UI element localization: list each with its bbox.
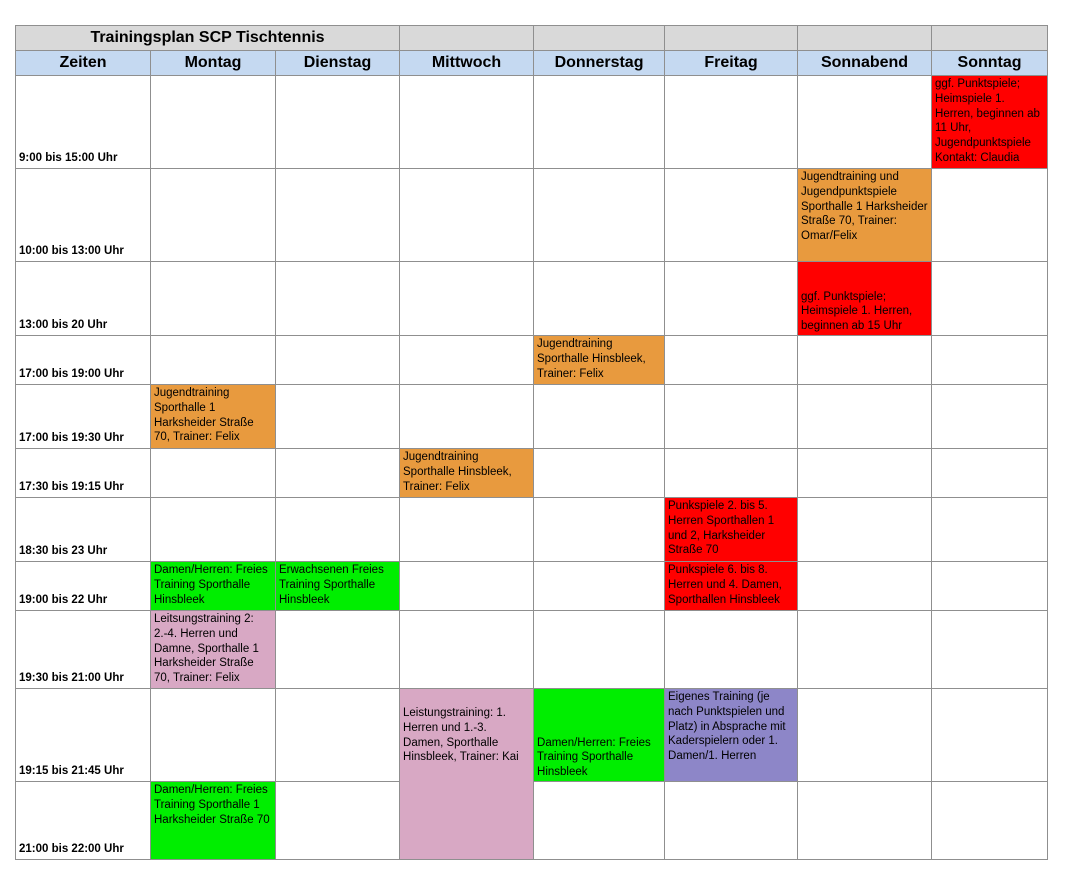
event-mittwoch-jugend: Jugendtraining Sporthalle Hinsbleek, Trainer: Felix [400, 449, 534, 498]
event-dienstag-erwachsenen: Erwachsenen Freies Training Sporthalle Hinsbleek [276, 562, 400, 611]
training-plan-table [15, 25, 1048, 860]
empty-cell [798, 76, 932, 169]
empty-cell [665, 611, 798, 689]
empty-cell [665, 169, 798, 262]
empty-cell [400, 385, 534, 449]
plan-title: Trainingsplan SCP Tischtennis [16, 26, 400, 51]
empty-cell [665, 782, 798, 860]
empty-cell [534, 498, 665, 562]
header-zeiten: Zeiten [16, 51, 151, 76]
time-cell: 13:00 bis 20 Uhr [16, 262, 151, 336]
empty-cell [932, 498, 1048, 562]
empty-cell [932, 562, 1048, 611]
empty-cell [151, 76, 276, 169]
event-freitag-eigenes: Eigenes Training (je nach Punktspielen und Platz) in Absprache mit Kaderspielern oder 1. Damen/1. Herren [665, 689, 798, 782]
header-mittwoch: Mittwoch [400, 51, 534, 76]
header-dienstag: Dienstag [276, 51, 400, 76]
event-mittwoch-leistung-text: Leistungstraining: 1. Herren und 1.-3. Damen, Sporthalle Hinsbleek, Trainer: Kai [403, 707, 519, 764]
table-row [16, 385, 1048, 449]
table-row [16, 562, 1048, 611]
empty-cell [534, 611, 665, 689]
empty-cell [798, 611, 932, 689]
empty-cell [932, 262, 1048, 336]
event-montag-freies: Damen/Herren: Freies Training Sporthalle Hinsbleek [151, 562, 276, 611]
time-cell: 18:30 bis 23 Uhr [16, 498, 151, 562]
event-freitag-punktspiele-6-8: Punkspiele 6. bis 8. Herren und 4. Damen, Sporthallen Hinsbleek [665, 562, 798, 611]
empty-cell [534, 782, 665, 860]
empty-cell [400, 169, 534, 262]
table-row [16, 611, 1048, 689]
empty-cell [665, 336, 798, 385]
empty-cell [151, 262, 276, 336]
empty-cell [400, 498, 534, 562]
empty-cell [151, 336, 276, 385]
empty-cell [151, 689, 276, 782]
table-row [16, 336, 1048, 385]
empty-cell [276, 782, 400, 860]
empty-cell [534, 262, 665, 336]
empty-cell [932, 336, 1048, 385]
empty-cell [798, 562, 932, 611]
empty-cell [932, 689, 1048, 782]
event-montag-leistung: Leitsungstraining 2: 2.-4. Herren und Damne, Sporthalle 1 Harksheider Straße 70, Trainer: Felix [151, 611, 276, 689]
empty-cell [798, 498, 932, 562]
empty-cell [798, 449, 932, 498]
title-filler [798, 26, 932, 51]
event-montag-freies-spaet: Damen/Herren: Freies Training Sporthalle 1 Harksheider Straße 70 [151, 782, 276, 860]
time-cell: 19:00 bis 22 Uhr [16, 562, 151, 611]
empty-cell [400, 76, 534, 169]
empty-cell [276, 169, 400, 262]
header-row [16, 51, 1048, 76]
empty-cell [798, 336, 932, 385]
time-cell: 19:30 bis 21:00 Uhr [16, 611, 151, 689]
empty-cell [400, 336, 534, 385]
time-cell: 10:00 bis 13:00 Uhr [16, 169, 151, 262]
empty-cell [665, 385, 798, 449]
time-cell: 9:00 bis 15:00 Uhr [16, 76, 151, 169]
empty-cell [665, 262, 798, 336]
header-donnerstag: Donnerstag [534, 51, 665, 76]
table-row [16, 498, 1048, 562]
empty-cell [276, 76, 400, 169]
empty-cell [276, 611, 400, 689]
header-sonntag: Sonntag [932, 51, 1048, 76]
event-donnerstag-jugend: Jugendtraining Sporthalle Hinsbleek, Trainer: Felix [534, 336, 665, 385]
empty-cell [534, 76, 665, 169]
empty-cell [151, 498, 276, 562]
header-sonnabend: Sonnabend [798, 51, 932, 76]
empty-cell [276, 336, 400, 385]
title-filler [665, 26, 798, 51]
time-cell: 17:00 bis 19:00 Uhr [16, 336, 151, 385]
empty-cell [932, 449, 1048, 498]
event-donnerstag-freies: Damen/Herren: Freies Training Sporthalle Hinsbleek [534, 689, 665, 782]
title-row [16, 26, 1048, 51]
event-sonnabend-punktspiele: ggf. Punktspiele; Heimspiele 1. Herren, beginnen ab 15 Uhr [798, 262, 932, 336]
empty-cell [932, 385, 1048, 449]
empty-cell [276, 498, 400, 562]
empty-cell [665, 76, 798, 169]
empty-cell [276, 689, 400, 782]
table-row [16, 76, 1048, 169]
empty-cell [400, 262, 534, 336]
event-sonnabend-jugend: Jugendtraining und Jugendpunktspiele Sporthalle 1 Harksheider Straße 70, Trainer: Omar/Felix [798, 169, 932, 262]
empty-cell [665, 449, 798, 498]
empty-cell [276, 262, 400, 336]
empty-cell [798, 385, 932, 449]
empty-cell [276, 449, 400, 498]
empty-cell [798, 782, 932, 860]
empty-cell [534, 562, 665, 611]
empty-cell [534, 385, 665, 449]
event-freitag-punktspiele-2-5: Punkspiele 2. bis 5. Herren Sporthallen 1 und 2, Harksheider Straße 70 [665, 498, 798, 562]
empty-cell [151, 169, 276, 262]
table-row [16, 169, 1048, 262]
empty-cell [400, 611, 534, 689]
time-cell: 19:15 bis 21:45 Uhr [16, 689, 151, 782]
time-cell: 21:00 bis 22:00 Uhr [16, 782, 151, 860]
time-cell: 17:00 bis 19:30 Uhr [16, 385, 151, 449]
header-freitag: Freitag [665, 51, 798, 76]
time-cell: 17:30 bis 19:15 Uhr [16, 449, 151, 498]
empty-cell [798, 689, 932, 782]
table-row [16, 449, 1048, 498]
empty-cell [534, 169, 665, 262]
header-montag: Montag [151, 51, 276, 76]
empty-cell [534, 449, 665, 498]
empty-cell [932, 782, 1048, 860]
event-sonntag-punktspiele: ggf. Punktspiele; Heimspiele 1. Herren, beginnen ab 11 Uhr, Jugendpunktspiele Kontakt: Claudia [932, 76, 1048, 169]
title-filler [534, 26, 665, 51]
empty-cell [932, 611, 1048, 689]
event-mittwoch-leistung [400, 689, 534, 860]
table-row [16, 262, 1048, 336]
empty-cell [400, 562, 534, 611]
title-filler [400, 26, 534, 51]
empty-cell [932, 169, 1048, 262]
table-row [16, 689, 1048, 782]
empty-cell [151, 449, 276, 498]
title-filler [932, 26, 1048, 51]
event-montag-jugend: Jugendtraining Sporthalle 1 Harksheider Straße 70, Trainer: Felix [151, 385, 276, 449]
empty-cell [276, 385, 400, 449]
